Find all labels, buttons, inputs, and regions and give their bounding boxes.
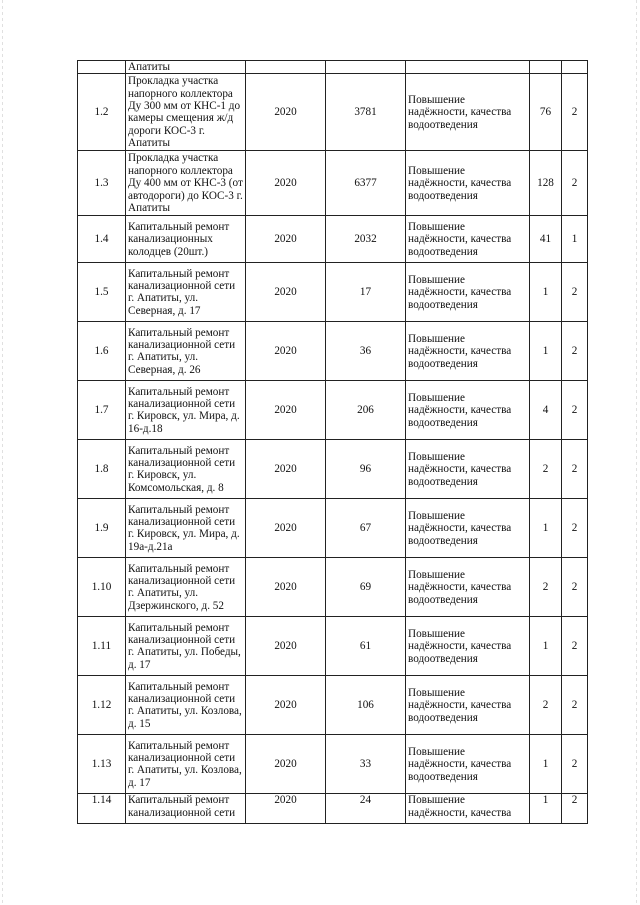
cell-year: 2020	[246, 151, 326, 216]
scan-border-left	[2, 0, 3, 905]
cell-number: 1.11	[78, 617, 126, 676]
cell-value-a: 1	[530, 322, 562, 381]
cell-value-b: 2	[562, 381, 588, 440]
cell-effect: Повышение надёжности, качества водоотведения	[406, 216, 530, 263]
cell-value-a: 4	[530, 381, 562, 440]
cell-value-b: 2	[562, 794, 588, 824]
cell-effect: Повышение надёжности, качества водоотведения	[406, 499, 530, 558]
cell-effect: Повышение надёжности, качества водоотведения	[406, 558, 530, 617]
cell-number: 1.6	[78, 322, 126, 381]
table-row	[78, 61, 588, 74]
cell-value-a: 2	[530, 440, 562, 499]
cell-cost: 6377	[326, 151, 406, 216]
cell-value-a: 1	[530, 499, 562, 558]
cell-value-b: 2	[562, 735, 588, 794]
cell-cost	[326, 61, 406, 74]
cell-value-a: 2	[530, 676, 562, 735]
cell-cost: 106	[326, 676, 406, 735]
table-row	[78, 735, 588, 794]
cell-description: Капитальный ремонт канализационной сети г. Апатиты, ул. Козлова, д. 15	[126, 676, 246, 735]
cell-year: 2020	[246, 794, 326, 824]
cell-year	[246, 61, 326, 74]
table-row	[78, 216, 588, 263]
cell-description: Капитальный ремонт канализационной сети г. Кировск, ул. Мира, д. 19а-д.21а	[126, 499, 246, 558]
cell-value-b	[562, 61, 588, 74]
table-row	[78, 151, 588, 216]
cell-year: 2020	[246, 381, 326, 440]
cell-value-a: 76	[530, 74, 562, 151]
cell-year: 2020	[246, 735, 326, 794]
cell-number: 1.7	[78, 381, 126, 440]
cell-value-a: 128	[530, 151, 562, 216]
cell-cost: 206	[326, 381, 406, 440]
cell-description: Прокладка участка напорного коллектора Ду 400 мм от КНС-3 (от автодороги) до КОС-3 г. Апатиты	[126, 151, 246, 216]
cell-description: Капитальный ремонт канализационной сети г. Апатиты, ул. Северная, д. 17	[126, 263, 246, 322]
cell-value-b: 2	[562, 74, 588, 151]
cell-number: 1.12	[78, 676, 126, 735]
cell-value-b: 1	[562, 216, 588, 263]
cell-effect: Повышение надёжности, качества водоотведения	[406, 263, 530, 322]
cell-value-b: 2	[562, 440, 588, 499]
cell-value-b: 2	[562, 499, 588, 558]
cell-year: 2020	[246, 74, 326, 151]
cell-value-a: 1	[530, 735, 562, 794]
cell-year: 2020	[246, 558, 326, 617]
cell-cost: 67	[326, 499, 406, 558]
cell-effect: Повышение надёжности, качества водоотведения	[406, 440, 530, 499]
cell-value-b: 2	[562, 617, 588, 676]
cell-number: 1.10	[78, 558, 126, 617]
table-row	[78, 499, 588, 558]
cell-cost: 36	[326, 322, 406, 381]
cell-effect: Повышение надёжности, качества водоотведения	[406, 151, 530, 216]
cell-effect: Повышение надёжности, качества водоотведения	[406, 381, 530, 440]
cell-value-b: 2	[562, 676, 588, 735]
cell-effect: Повышение надёжности, качества водоотведения	[406, 74, 530, 151]
cell-value-b: 2	[562, 151, 588, 216]
cell-number: 1.9	[78, 499, 126, 558]
cell-value-a: 1	[530, 263, 562, 322]
cell-description: Капитальный ремонт канализационной сети	[126, 794, 246, 824]
cell-value-b: 2	[562, 263, 588, 322]
table-row	[78, 794, 588, 824]
cell-year: 2020	[246, 499, 326, 558]
cell-value-a	[530, 61, 562, 74]
cell-effect: Повышение надёжности, качества водоотведения	[406, 735, 530, 794]
cell-effect: Повышение надёжности, качества водоотведения	[406, 322, 530, 381]
cell-value-a: 2	[530, 558, 562, 617]
cell-cost: 2032	[326, 216, 406, 263]
cell-number: 1.13	[78, 735, 126, 794]
scan-border-right	[636, 0, 637, 905]
cell-value-a: 1	[530, 794, 562, 824]
cell-description: Капитальный ремонт канализационной сети г. Апатиты, ул. Дзержинского, д. 52	[126, 558, 246, 617]
table-row	[78, 558, 588, 617]
cell-effect: Повышение надёжности, качества водоотведения	[406, 617, 530, 676]
cell-cost: 17	[326, 263, 406, 322]
cell-description: Капитальный ремонт канализационных колодцев (20шт.)	[126, 216, 246, 263]
cell-number: 1.8	[78, 440, 126, 499]
cell-year: 2020	[246, 440, 326, 499]
cell-year: 2020	[246, 617, 326, 676]
cell-value-b: 2	[562, 322, 588, 381]
cell-description: Капитальный ремонт канализационной сети г. Апатиты, ул. Северная, д. 26	[126, 322, 246, 381]
cell-cost: 24	[326, 794, 406, 824]
cell-number	[78, 61, 126, 74]
cell-cost: 61	[326, 617, 406, 676]
cell-value-a: 41	[530, 216, 562, 263]
cell-effect: Повышение надёжности, качества водоотведения	[406, 676, 530, 735]
cell-cost: 33	[326, 735, 406, 794]
cell-description: Капитальный ремонт канализационной сети г. Апатиты, ул. Козлова, д. 17	[126, 735, 246, 794]
cell-description: Капитальный ремонт канализационной сети г. Апатиты, ул. Победы, д. 17	[126, 617, 246, 676]
cell-number: 1.5	[78, 263, 126, 322]
cell-value-b: 2	[562, 558, 588, 617]
cell-effect	[406, 61, 530, 74]
cell-year: 2020	[246, 676, 326, 735]
table-row	[78, 322, 588, 381]
investment-table	[77, 60, 588, 824]
cell-number: 1.2	[78, 74, 126, 151]
cell-number: 1.14	[78, 794, 126, 824]
table-row	[78, 381, 588, 440]
table-row	[78, 617, 588, 676]
cell-description: Капитальный ремонт канализационной сети г. Кировск, ул. Мира, д. 16-д.18	[126, 381, 246, 440]
cell-value-a: 1	[530, 617, 562, 676]
cell-cost: 96	[326, 440, 406, 499]
cell-description: Апатиты	[126, 61, 246, 74]
table-row	[78, 676, 588, 735]
table-row	[78, 263, 588, 322]
cell-year: 2020	[246, 322, 326, 381]
table-row	[78, 440, 588, 499]
cell-number: 1.4	[78, 216, 126, 263]
cell-year: 2020	[246, 216, 326, 263]
table-row	[78, 74, 588, 151]
cell-effect: Повышение надёжности, качества	[406, 794, 530, 824]
cell-cost: 69	[326, 558, 406, 617]
cell-description: Прокладка участка напорного коллектора Ду 300 мм от КНС-1 до камеры смещения ж/д дороги КОС-3 г. Апатиты	[126, 74, 246, 151]
cell-description: Капитальный ремонт канализационной сети г. Кировск, ул. Комсомольская, д. 8	[126, 440, 246, 499]
cell-year: 2020	[246, 263, 326, 322]
cell-number: 1.3	[78, 151, 126, 216]
cell-cost: 3781	[326, 74, 406, 151]
